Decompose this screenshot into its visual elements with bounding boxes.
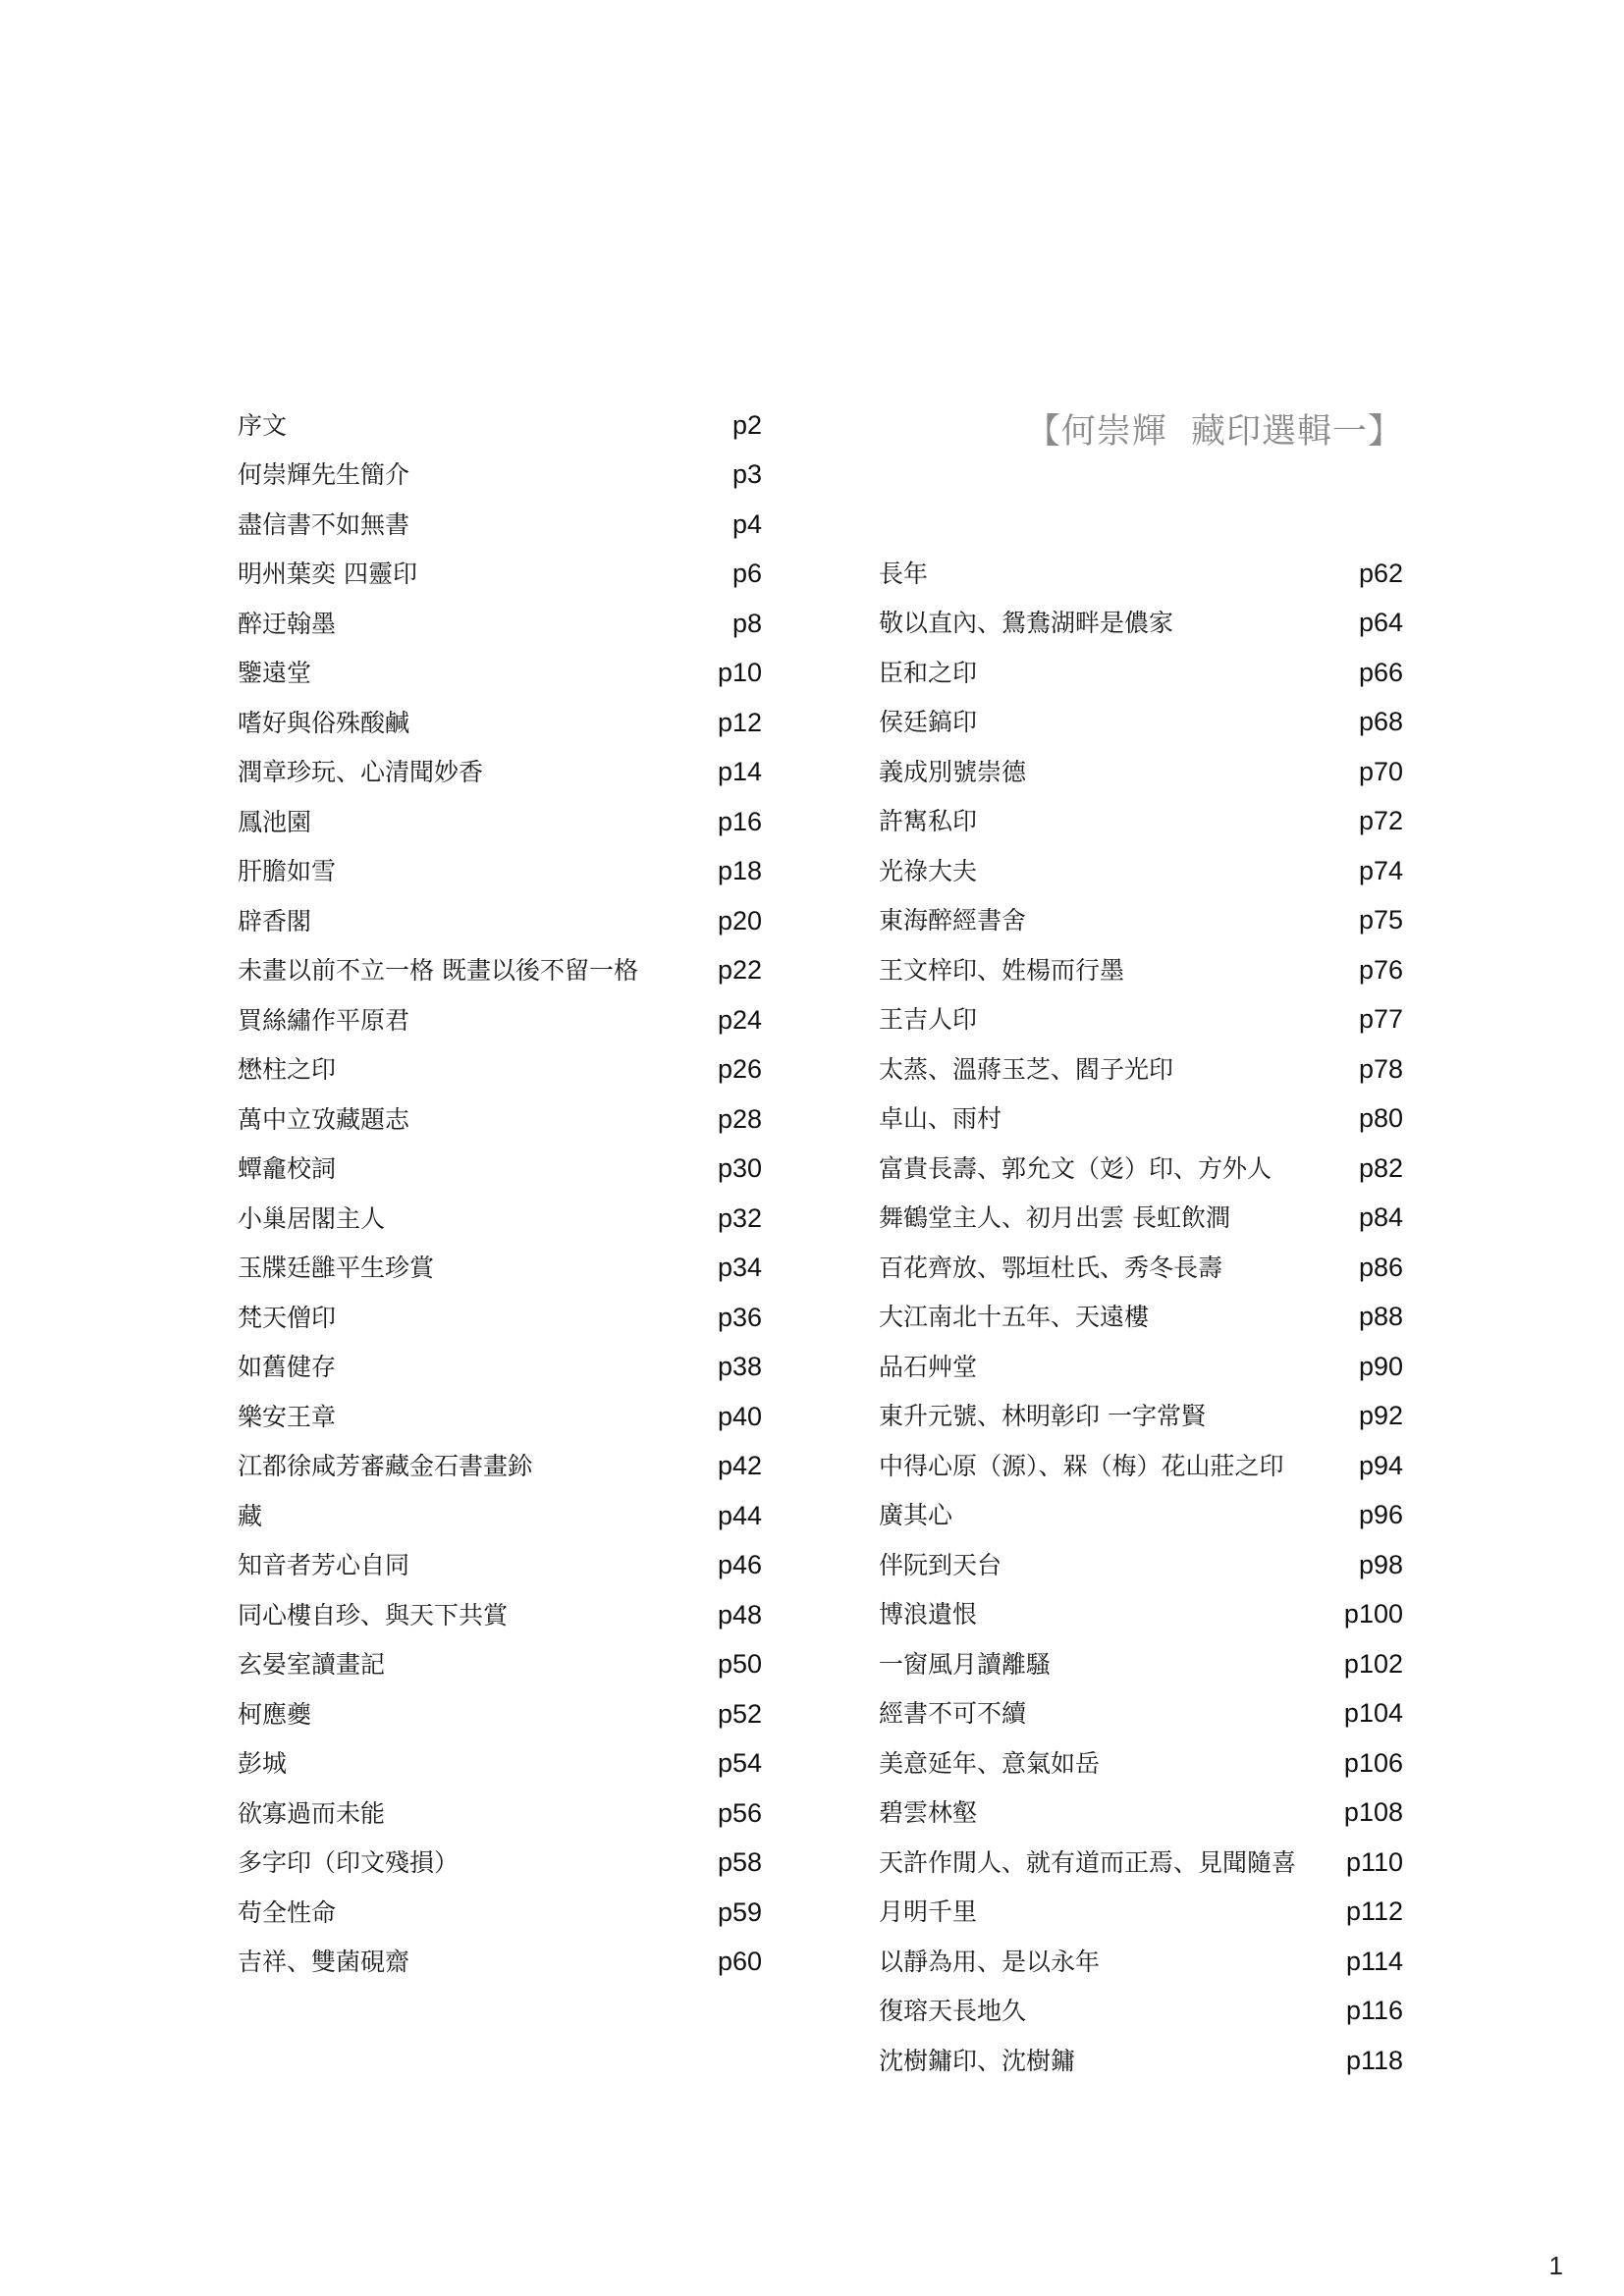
toc-entry-title: 大江南北十五年、天遠樓 [879, 1303, 1150, 1331]
toc-entry[interactable] [879, 599, 1403, 648]
toc-entry-page: p94 [1358, 1450, 1403, 1480]
toc-entry[interactable] [879, 1590, 1403, 1639]
toc-entry[interactable] [238, 847, 762, 896]
toc-entry-title: 光祿大夫 [879, 856, 978, 885]
toc-entry[interactable] [238, 550, 762, 599]
toc-entry[interactable] [238, 1045, 762, 1095]
toc-entry-title: 王文梓印、姓楊而行墨 [879, 955, 1125, 985]
toc-entry[interactable] [879, 1838, 1403, 1887]
toc-entry[interactable] [238, 1491, 762, 1540]
toc-entry-page: p84 [1358, 1202, 1403, 1232]
toc-entry-title: 嗜好與俗殊酸鹹 [238, 708, 410, 737]
toc-entry-title: 玄晏室讀畫記 [238, 1650, 386, 1679]
toc-entry-title: 懋柱之印 [238, 1055, 337, 1084]
toc-entry-page: p8 [731, 608, 762, 638]
toc-entry[interactable] [879, 747, 1403, 796]
toc-entry-page: p14 [717, 757, 762, 786]
toc-entry-title: 東海醉經書舍 [879, 906, 1027, 934]
toc-entry-title: 太蒸、溫蔣玉芝、閻子光印 [879, 1054, 1174, 1084]
toc-entry-title: 藏 [238, 1501, 263, 1530]
toc-entry[interactable] [879, 1095, 1403, 1144]
toc-entry[interactable] [879, 1243, 1403, 1292]
toc-entry-title: 敬以直內、鴛鴦湖畔是儂家 [879, 609, 1174, 637]
toc-entry-title: 品石艸堂 [879, 1352, 978, 1381]
toc-entry[interactable] [238, 1739, 762, 1789]
toc-entry-page: p50 [717, 1649, 762, 1679]
toc-entry-page: p20 [717, 905, 762, 935]
toc-entry-page: p106 [1343, 1747, 1403, 1778]
toc-entry[interactable] [879, 1639, 1403, 1688]
toc-entry-title: 同心樓自珍、與天下共賞 [238, 1600, 509, 1629]
toc-entry-title: 蟫龕校詞 [238, 1154, 337, 1183]
toc-entry[interactable] [238, 451, 762, 500]
toc-entry-page: p48 [717, 1599, 762, 1629]
toc-entry-page: p52 [717, 1698, 762, 1729]
toc-entry-page: p77 [1358, 1004, 1403, 1034]
toc-entry-page: p24 [717, 1004, 762, 1035]
book-title: 【何崇輝 藏印選輯一】 [1025, 412, 1403, 452]
toc-entry[interactable] [238, 946, 762, 995]
toc-entry-title: 彭城 [238, 1749, 288, 1778]
toc-entry-page: p30 [717, 1153, 762, 1183]
toc-entry[interactable] [238, 400, 762, 450]
toc-entry[interactable] [879, 1342, 1403, 1391]
toc-entry-page: p58 [717, 1847, 762, 1877]
toc-entry-title: 王吉人印 [879, 1005, 978, 1034]
toc-entry-title: 梵天僧印 [238, 1303, 337, 1332]
toc-entry[interactable] [238, 649, 762, 698]
toc-entry[interactable] [238, 1095, 762, 1144]
toc-entry[interactable] [238, 1392, 762, 1441]
toc-entry[interactable] [238, 1689, 762, 1738]
toc-entry-title: 東升元號、林明彰印 一字常賢 [879, 1402, 1206, 1430]
toc-entry[interactable] [879, 797, 1403, 846]
toc-entry-page: p102 [1343, 1648, 1403, 1679]
toc-entry-title: 義成別號崇德 [879, 757, 1027, 786]
toc-entry-title: 醉迂翰墨 [238, 609, 337, 638]
toc-entry[interactable] [879, 1194, 1403, 1243]
toc-entry[interactable] [879, 549, 1403, 598]
toc-entry[interactable] [879, 1738, 1403, 1788]
toc-entry-title: 天許作閒人、就有道而正焉、見聞隨喜 [879, 1847, 1297, 1877]
toc-entry-page: p116 [1345, 1996, 1403, 2025]
toc-entry-page: p36 [717, 1302, 762, 1332]
toc-entry[interactable] [238, 500, 762, 549]
toc-entry-title: 潤章珍玩、心清聞妙香 [238, 758, 484, 786]
toc-entry-page: p59 [717, 1896, 762, 1927]
toc-entry[interactable] [238, 1541, 762, 1590]
toc-entry[interactable] [238, 797, 762, 846]
toc-entry[interactable] [238, 1888, 762, 1937]
toc-entry-title: 買絲繡作平原君 [238, 1005, 410, 1035]
toc-entry-page: p78 [1358, 1053, 1403, 1084]
toc-entry[interactable] [879, 1888, 1403, 1937]
toc-entry-title: 序文 [238, 410, 288, 440]
toc-entry-title: 江都徐咸芳審藏金石書畫鉩 [238, 1452, 533, 1480]
toc-entry-page: p92 [1358, 1401, 1403, 1430]
toc-entry-page: p46 [717, 1550, 762, 1579]
toc-entry[interactable] [879, 1491, 1403, 1540]
toc-entry[interactable] [879, 945, 1403, 994]
toc-entry-title: 美意延年、意氣如岳 [879, 1748, 1101, 1778]
toc-entry-page: p76 [1358, 954, 1403, 985]
toc-entry-page: p18 [717, 856, 762, 885]
toc-entry-page: p44 [717, 1500, 762, 1530]
toc-entry-title: 沈樹鏞印、沈樹鏞 [879, 2046, 1076, 2075]
toc-entry[interactable] [238, 1442, 762, 1491]
toc-entry-title: 廣其心 [879, 1501, 953, 1529]
toc-entry-title: 卓山、雨村 [879, 1104, 1002, 1133]
toc-entry[interactable] [879, 648, 1403, 697]
toc-entry-page: p56 [717, 1797, 762, 1828]
toc-entry-page: p72 [1358, 806, 1403, 835]
toc-entry[interactable] [879, 1441, 1403, 1490]
toc-entry-page: p64 [1358, 608, 1403, 637]
toc-entry-title: 萬中立攷藏題志 [238, 1104, 410, 1134]
toc-entry-title: 多字印（印文殘損） [238, 1848, 460, 1877]
toc-entry-title: 如舊健存 [238, 1353, 337, 1381]
toc-entry[interactable] [879, 1937, 1403, 1986]
toc-entry-page: p54 [717, 1748, 762, 1778]
toc-entry-page: p90 [1358, 1351, 1403, 1381]
toc-entry-page: p42 [717, 1451, 762, 1480]
toc-entry-page: p96 [1358, 1500, 1403, 1529]
toc-entry[interactable] [238, 1343, 762, 1392]
toc-entry-page: p60 [717, 1947, 762, 1976]
toc-entry-page: p3 [731, 459, 762, 489]
toc-entry[interactable] [879, 698, 1403, 747]
toc-entry-title: 何崇輝先生簡介 [238, 460, 410, 489]
toc-entry-title: 肝膽如雪 [238, 857, 337, 885]
toc-entry[interactable] [238, 995, 762, 1044]
toc-entry[interactable] [238, 1789, 762, 1838]
toc-entry-title: 舞鶴堂主人、初月出雲 長虹飲澗 [879, 1203, 1230, 1232]
toc-entry[interactable] [879, 995, 1403, 1044]
toc-entry-title: 苟全性命 [238, 1897, 337, 1927]
toc-entry[interactable] [879, 1392, 1403, 1441]
toc-entry-page: p75 [1358, 905, 1403, 934]
toc-entry[interactable] [879, 1540, 1403, 1589]
toc-entry-title: 博浪遺恨 [879, 1600, 978, 1629]
toc-entry-page: p22 [717, 955, 762, 985]
toc-entry[interactable] [238, 748, 762, 797]
toc-entry-page: p82 [1358, 1152, 1403, 1183]
toc-entry-page: p108 [1343, 1797, 1403, 1827]
toc-entry-page: p6 [731, 559, 762, 588]
toc-entry-page: p88 [1358, 1302, 1403, 1331]
toc-entry-page: p16 [717, 806, 762, 836]
toc-entry-page: p66 [1358, 657, 1403, 687]
toc-entry[interactable] [238, 1194, 762, 1243]
toc-entry-title: 玉牒廷雝平生珍賞 [238, 1254, 435, 1282]
toc-entry-title: 辟香閣 [238, 906, 312, 935]
toc-entry-page: p38 [717, 1352, 762, 1381]
toc-entry-page: p110 [1345, 1846, 1403, 1877]
toc-entry[interactable] [238, 698, 762, 747]
toc-entry-page: p32 [717, 1202, 762, 1233]
toc-entry[interactable] [879, 846, 1403, 895]
toc-entry-page: p10 [717, 658, 762, 687]
toc-entry-page: p28 [717, 1103, 762, 1134]
toc-entry-page: p104 [1343, 1698, 1403, 1728]
toc-entry-page: p100 [1343, 1599, 1403, 1629]
toc-entry-page: p26 [717, 1054, 762, 1084]
toc-entry-page: p40 [717, 1401, 762, 1431]
toc-entry[interactable] [238, 1293, 762, 1342]
toc-entry-title: 一窗風月讀離騷 [879, 1649, 1052, 1679]
toc-entry-page: p98 [1358, 1549, 1403, 1579]
toc-entry-title: 長年 [879, 559, 929, 588]
toc-entry-title: 碧雲林壑 [879, 1798, 978, 1827]
toc-entry[interactable] [879, 1144, 1403, 1193]
toc-entry-title: 臣和之印 [879, 658, 978, 687]
toc-entry-title: 樂安王章 [238, 1402, 337, 1431]
toc-entry[interactable] [238, 599, 762, 648]
toc-entry-title: 柯應夔 [238, 1699, 312, 1729]
toc-entry-title: 明州葉奕 四靈印 [238, 560, 417, 588]
toc-entry-title: 盡信書不如無書 [238, 509, 410, 539]
toc-entry[interactable] [879, 1293, 1403, 1342]
toc-entry-title: 以靜為用、是以永年 [879, 1947, 1101, 1976]
toc-entry-page: p86 [1358, 1252, 1403, 1282]
toc-entry-page: p34 [717, 1253, 762, 1282]
toc-entry-page: p70 [1358, 756, 1403, 786]
toc-entry[interactable] [238, 896, 762, 945]
page-number: 1 [1548, 2251, 1563, 2280]
toc-entry-page: p80 [1358, 1103, 1403, 1133]
toc-entry-page: p74 [1358, 855, 1403, 885]
toc-entry[interactable] [238, 1640, 762, 1689]
toc-entry[interactable] [879, 1044, 1403, 1094]
toc-entry-page: p12 [717, 707, 762, 737]
toc-entry-title: 侯廷鎬印 [879, 708, 978, 736]
toc-entry-title: 月明千里 [879, 1897, 978, 1926]
toc-entry-page: p118 [1345, 2045, 1403, 2075]
toc-entry-page: p2 [731, 409, 762, 440]
toc-entry[interactable] [879, 2036, 1403, 2085]
toc-entry-title: 復瑢天長地久 [879, 1997, 1027, 2025]
toc-entry-title: 未畫以前不立一格 既畫以後不留一格 [238, 956, 638, 985]
toc-entry[interactable] [238, 1839, 762, 1888]
toc-entry[interactable] [238, 1938, 762, 1987]
toc-entry-title: 許寯私印 [879, 807, 978, 835]
toc-entry[interactable] [879, 1689, 1403, 1738]
toc-entry-title: 中得心原（源）、槑（梅）花山莊之印 [879, 1451, 1284, 1480]
toc-entry[interactable] [238, 1244, 762, 1293]
toc-entry-title: 伴阮到天台 [879, 1550, 1002, 1579]
toc-entry[interactable] [879, 1789, 1403, 1838]
toc-entry-title: 知音者芳心自同 [238, 1551, 410, 1579]
toc-entry-page: p112 [1345, 1896, 1403, 1926]
toc-entry[interactable] [238, 1145, 762, 1194]
toc-entry-title: 小巢居閣主人 [238, 1203, 386, 1233]
toc-entry-page: p62 [1358, 558, 1403, 588]
toc-entry-page: p68 [1358, 707, 1403, 736]
toc-entry-title: 富貴長壽、郭允文（彣）印、方外人 [879, 1153, 1272, 1183]
toc-entry-title: 鑒遠堂 [238, 659, 312, 687]
toc-entry-title: 百花齊放、鄂垣杜氏、秀冬長壽 [879, 1253, 1223, 1282]
toc-entry[interactable] [238, 1590, 762, 1639]
toc-entry[interactable] [879, 896, 1403, 945]
toc-entry-title: 吉祥、雙菌硯齋 [238, 1948, 410, 1976]
toc-entry-title: 欲寡過而未能 [238, 1798, 386, 1828]
toc-entry[interactable] [879, 1987, 1403, 2036]
toc-entry-title: 鳳池園 [238, 807, 312, 836]
toc-entry-page: p114 [1345, 1946, 1403, 1976]
toc-entry-page: p4 [731, 508, 762, 539]
toc-entry-title: 經書不可不續 [879, 1699, 1027, 1728]
